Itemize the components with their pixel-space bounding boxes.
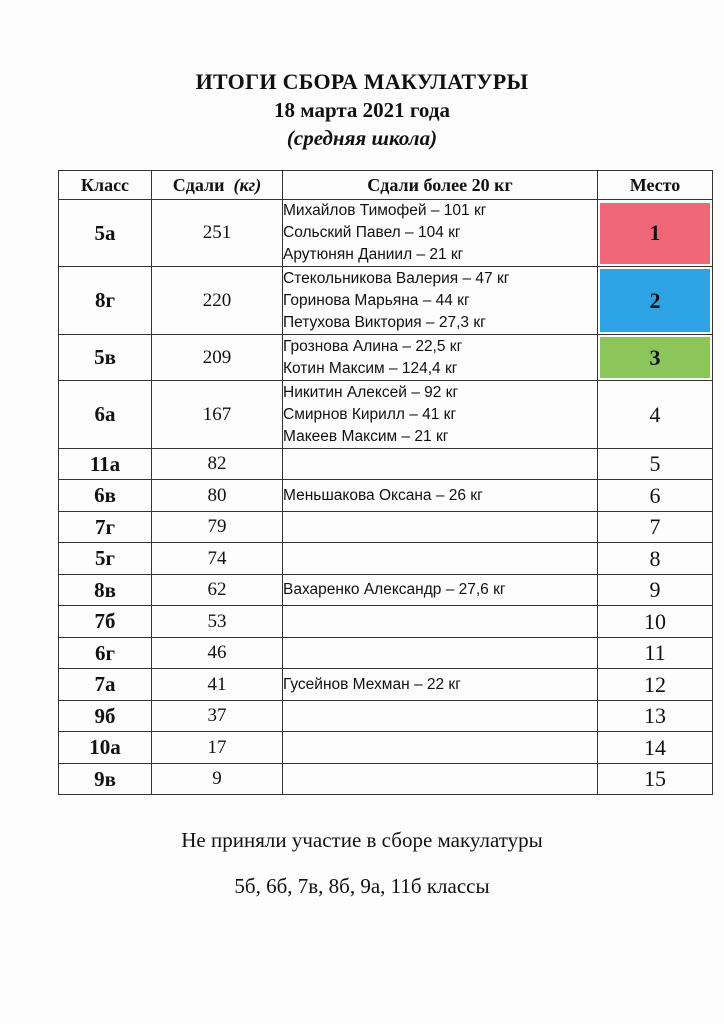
- student-entry: Стекольникова Валерия – 47 кг: [283, 269, 510, 287]
- over20-cell: [283, 335, 598, 381]
- kg-cell: 17: [152, 732, 283, 764]
- table-body: [59, 200, 713, 795]
- place-cell: [598, 449, 713, 480]
- kg-cell: 80: [152, 480, 283, 512]
- student-entry: Михайлов Тимофей – 101 кг: [283, 202, 487, 219]
- class-cell: 5а: [59, 200, 152, 267]
- student-entry: Котин Максим – 124,4 кг: [283, 359, 458, 377]
- class-cell: 11а: [59, 449, 152, 480]
- class-cell: 9в: [59, 764, 152, 795]
- over20-cell: [283, 606, 598, 638]
- column-header-place: Место: [598, 171, 713, 200]
- column-header-kg-label: Сдали: [172, 174, 225, 195]
- place-value: 5: [649, 451, 661, 476]
- class-cell: 9б: [59, 701, 152, 732]
- over20-cell: [283, 480, 598, 512]
- class-cell: 6г: [59, 638, 152, 669]
- place-cell: [598, 335, 713, 381]
- place-value: 9: [649, 577, 661, 602]
- kg-cell: 79: [152, 512, 283, 543]
- table-header-row: [59, 171, 713, 200]
- column-header-class: Класс: [59, 171, 152, 200]
- kg-cell: 37: [152, 701, 283, 732]
- over20-cell: [283, 267, 598, 335]
- place-cell: [598, 732, 713, 764]
- student-entry: Макеев Максим – 21 кг: [283, 427, 449, 445]
- kg-cell: 82: [152, 449, 283, 480]
- over20-cell: [283, 638, 598, 669]
- place-cell: [598, 764, 713, 795]
- place-cell: [598, 512, 713, 543]
- place-highlight: 2: [600, 269, 710, 332]
- student-entry: Меньшакова Оксана – 26 кг: [283, 486, 483, 504]
- place-cell: [598, 267, 713, 335]
- table-row: [59, 200, 713, 267]
- document-heading: [0, 68, 724, 152]
- over20-cell: [283, 764, 598, 795]
- place-value: 4: [649, 401, 661, 427]
- student-entry: Вахаренко Александр – 27,6 кг: [283, 581, 506, 598]
- over20-cell: [283, 512, 598, 543]
- place-highlight: 1: [600, 203, 710, 264]
- kg-cell: 209: [152, 335, 283, 381]
- class-cell: 6а: [59, 381, 152, 449]
- table-row: [59, 701, 713, 732]
- over20-cell: [283, 575, 598, 606]
- table-row: [59, 480, 713, 512]
- table-row: [59, 267, 713, 335]
- over20-cell: [283, 381, 598, 449]
- place-cell: [598, 200, 713, 267]
- place-cell: [598, 638, 713, 669]
- table-row: [59, 449, 713, 480]
- place-value: 6: [649, 482, 661, 508]
- class-cell: 7а: [59, 669, 152, 701]
- document-title: ИТОГИ СБОРА МАКУЛАТУРЫ: [195, 69, 529, 94]
- place-cell: [598, 480, 713, 512]
- table-row: [59, 335, 713, 381]
- place-cell: [598, 543, 713, 575]
- kg-cell: 46: [152, 638, 283, 669]
- class-cell: 7б: [59, 606, 152, 638]
- column-header-kg-unit: (кг): [233, 174, 262, 195]
- place-highlight: 3: [600, 337, 710, 378]
- not-participated-note: Не приняли участие в сборе макулатуры: [181, 828, 543, 852]
- document-subtitle: (средняя школа): [286, 126, 438, 150]
- place-cell: [598, 381, 713, 449]
- place-cell: [598, 669, 713, 701]
- student-entry: Гусейнов Мехман – 22 кг: [283, 675, 461, 693]
- class-cell: 5г: [59, 543, 152, 575]
- table-row: [59, 606, 713, 638]
- class-cell: 10а: [59, 732, 152, 764]
- not-participated-classes: 5б, 6б, 7в, 8б, 9а, 11б классы: [234, 874, 490, 898]
- place-cell: [598, 575, 713, 606]
- kg-cell: 167: [152, 381, 283, 449]
- table-row: [59, 512, 713, 543]
- document-date: 18 марта 2021 года: [274, 98, 450, 122]
- class-cell: 6в: [59, 480, 152, 512]
- student-entry: Смирнов Кирилл – 41 кг: [283, 405, 457, 423]
- place-value: 10: [644, 608, 666, 634]
- table-row: [59, 764, 713, 795]
- kg-cell: 53: [152, 606, 283, 638]
- kg-cell: 220: [152, 267, 283, 335]
- results-table: [58, 170, 713, 795]
- class-cell: 8г: [59, 267, 152, 335]
- over20-cell: [283, 669, 598, 701]
- student-entry: Грознова Алина – 22,5 кг: [283, 337, 463, 355]
- over20-cell: [283, 449, 598, 480]
- over20-cell: [283, 732, 598, 764]
- student-entry: Сольский Павел – 104 кг: [283, 224, 461, 241]
- class-cell: 7г: [59, 512, 152, 543]
- place-value: 7: [649, 514, 661, 539]
- place-value: 13: [644, 703, 666, 728]
- place-cell: [598, 701, 713, 732]
- over20-cell: [283, 200, 598, 267]
- class-cell: 5в: [59, 335, 152, 381]
- class-cell: 8в: [59, 575, 152, 606]
- place-value: 12: [644, 671, 666, 697]
- place-value: 14: [644, 734, 666, 760]
- place-value: 15: [644, 766, 666, 791]
- kg-cell: 62: [152, 575, 283, 606]
- student-entry: Горинова Марьяна – 44 кг: [283, 291, 470, 309]
- kg-cell: 251: [152, 200, 283, 267]
- table-row: [59, 381, 713, 449]
- student-entry: Арутюнян Даниил – 21 кг: [283, 246, 464, 263]
- column-header-over20: Сдали более 20 кг: [283, 171, 598, 200]
- over20-cell: [283, 701, 598, 732]
- table-row: [59, 669, 713, 701]
- table-row: [59, 543, 713, 575]
- place-cell: [598, 606, 713, 638]
- student-entry: Петухова Виктория – 27,3 кг: [283, 313, 486, 331]
- student-entry: Никитин Алексей – 92 кг: [283, 383, 459, 401]
- place-value: 11: [644, 640, 666, 665]
- kg-cell: 74: [152, 543, 283, 575]
- kg-cell: 9: [152, 764, 283, 795]
- place-value: 8: [649, 545, 661, 571]
- kg-cell: 41: [152, 669, 283, 701]
- table-row: [59, 638, 713, 669]
- table-row: [59, 732, 713, 764]
- column-header-kg: [152, 171, 283, 200]
- over20-cell: [283, 543, 598, 575]
- table-row: [59, 575, 713, 606]
